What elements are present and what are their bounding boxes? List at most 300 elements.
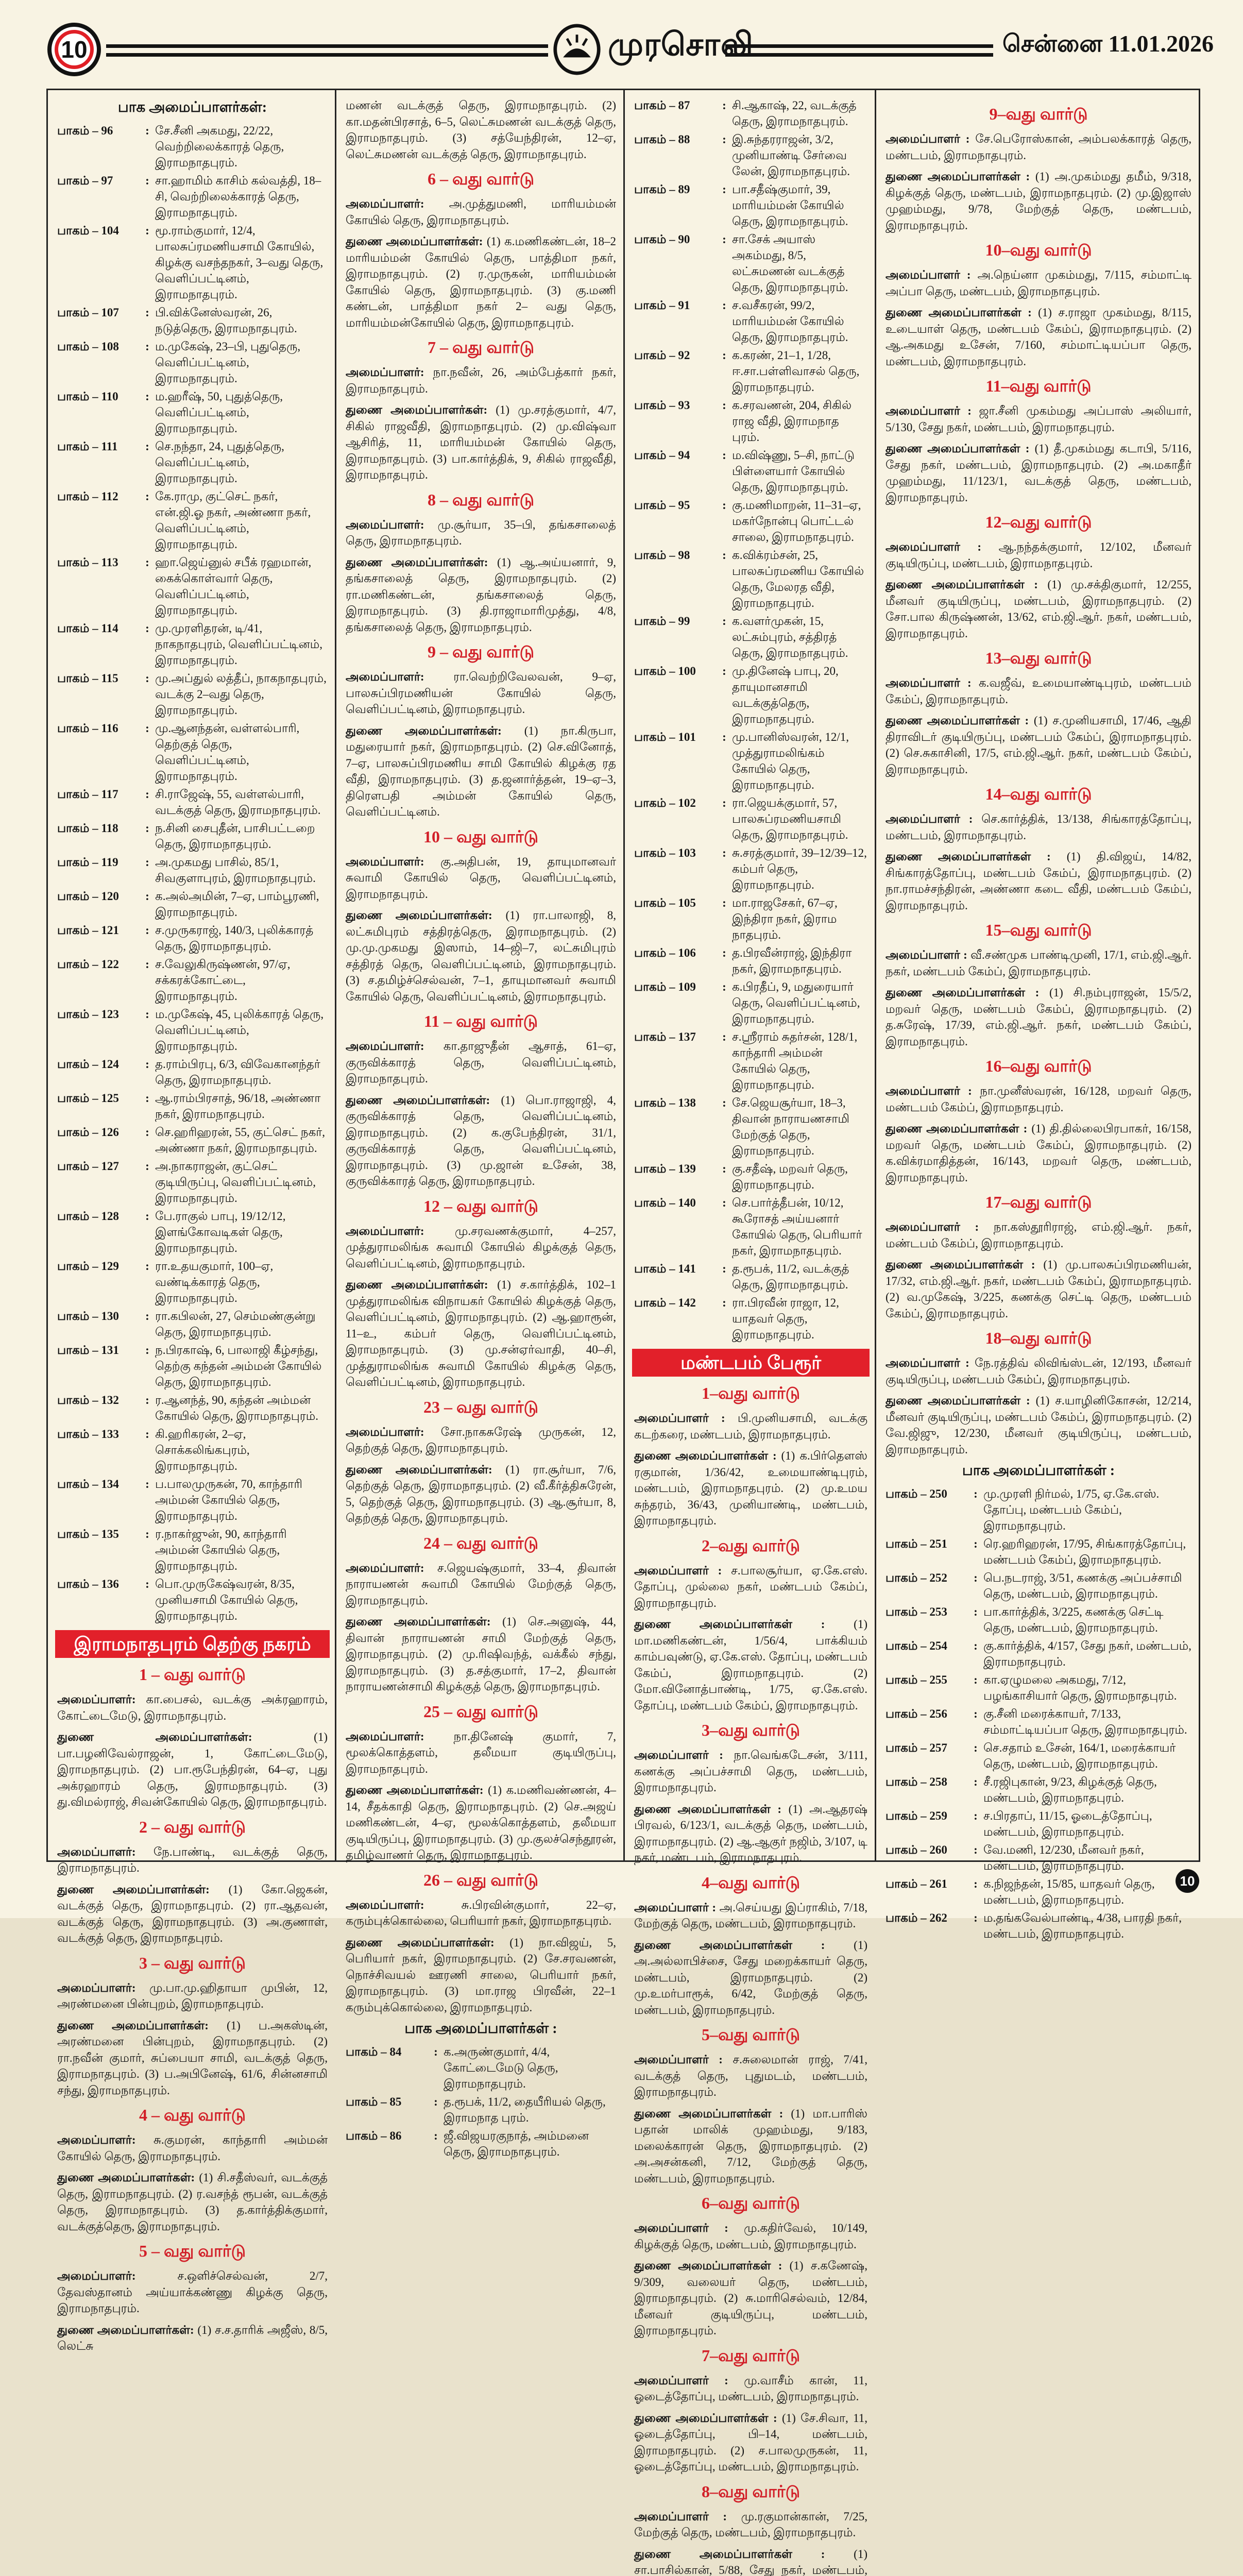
pagam-entry-text: க.வளர்முகன், 15, லட்சும்புரம், சத்திரத் தெரு, இராமநாதபுரம்.	[732, 613, 867, 661]
pagam-entry-text: செ.பார்த்தீபன், 10/12, கூரோசத் அய்யனார் கோயில் தெரு, பெரியார் நகர், இராமநாதபுரம்.	[732, 1195, 867, 1259]
pagam-entry	[57, 1476, 328, 1524]
organizer-para: அமைப்பாளர்: ரா.வெற்றிவேலவன், 9–ஏ, பாலசுப்பிரமணியன் கோயில் தெரு, வெளிப்பட்டினம், இராமநாதபுரம்.	[346, 669, 616, 718]
organizer-role-label: அமைப்பாளர் :	[886, 812, 973, 825]
pagam-entry-text: ப.பாலமுருகன், 70, காந்தாரி அம்மன் கோயில் தெரு, இராமநாதபுரம்.	[155, 1476, 328, 1524]
pagam-entry-label: பாகம் – 99	[634, 613, 717, 661]
pagam-entry-label: பாகம் – 100	[634, 663, 717, 727]
pagam-entry-label: பாகம் – 254	[886, 1638, 968, 1670]
separator-colon: :	[717, 547, 732, 611]
pagam-entry	[57, 1056, 328, 1088]
separator-colon: :	[140, 1158, 155, 1206]
pagam-entry-label: பாகம் – 120	[57, 888, 140, 920]
pagam-entry	[346, 2094, 616, 2126]
pagam-entry-text: ரா.கபிலன், 27, செம்மண்குன்று தெரு, இராமநாதபுரம்.	[155, 1308, 328, 1340]
pagam-entry-text: கு.சீனி மரைக்காயர், 7/133, சம்மாட்டியப்பா தெரு, இராமநாதபுரம்.	[983, 1706, 1191, 1738]
organizer-para: துணை அமைப்பாளர்கள் : (1) க.பிர்தௌஸ் ரகுமான், 1/36/42, உமையாண்டிபுரம், மண்டபம், இராமநாதபுரம். (2) மு.உமய சுந்தரம், 36/43, முனியாண்டி, மண்டபம், இராமநாதபுரம்.	[634, 1448, 867, 1529]
organizer-role-label: அமைப்பாளர் :	[886, 676, 972, 689]
pagam-entry-label: பாகம் – 93	[634, 397, 717, 445]
pagam-entry-text: ச.முருகராஜ், 140/3, புலிக்காரத் தெரு, இராமநாதபுரம்.	[155, 922, 328, 954]
pagam-entry	[57, 956, 328, 1004]
pagam-entry-text: த.ரூபக், 11/2, தையீரியல் தெரு, இராமநாத புரம்.	[444, 2094, 616, 2126]
pagam-entry	[634, 613, 867, 661]
ward-heading: 11 – வது வார்டு	[346, 1012, 616, 1033]
organizer-role-label: அமைப்பாளர் :	[634, 2222, 728, 2234]
separator-colon: :	[140, 1124, 155, 1156]
pagam-entry	[57, 720, 328, 784]
organizer-para: அமைப்பாளர்: கா.தாஜுதீன் ஆசாத், 61–ஏ, குருவிக்காரத் தெரு, வெளிப்பட்டினம், இராமநாதபுரம்.	[346, 1038, 616, 1087]
pagam-entry-label: பாகம் – 133	[57, 1426, 140, 1474]
organizer-para: அமைப்பாளர் : பி.முனியசாமி, வடக்கு கடற்கரை, மண்டபம், இராமநாதபுரம்.	[634, 1410, 867, 1443]
pagam-entry	[886, 1842, 1191, 1874]
organizer-role-label: துணை அமைப்பாளர்கள் :	[886, 1122, 1027, 1135]
pagam-entry-label: பாகம் – 89	[634, 181, 717, 229]
pagam-entry	[57, 1392, 328, 1424]
pagam-entry-label: பாகம் – 102	[634, 795, 717, 843]
pagam-entry	[57, 1258, 328, 1306]
pagam-entry-label: பாகம் – 137	[634, 1029, 717, 1093]
list-heading: பாக அமைப்பாளர்கள் :	[346, 2021, 616, 2039]
ward-heading: 26 – வது வார்டு	[346, 1871, 616, 1892]
organizer-para: அமைப்பாளர் : அ.நெய்னா முகம்மது, 7/115, சம்மாட்டி அப்பா தெரு, மண்டபம், இராமநாதபுரம்.	[886, 267, 1191, 299]
pagam-entry	[634, 547, 867, 611]
pagam-entry-label: பாகம் – 95	[634, 497, 717, 545]
separator-colon: :	[428, 2094, 444, 2126]
pagam-entry-text: த.பிரவீன்ராஜ், இந்திரா நகர், இராமநாதபுரம்.	[732, 945, 867, 977]
pagam-entry-text: சி.ராஜேஷ், 55, வள்ளல்பாரி, வடக்குத் தெரு, இராமநாதபுரம்.	[155, 786, 328, 818]
pagam-entry	[886, 1706, 1191, 1738]
pagam-entry	[57, 670, 328, 718]
organizer-role-label: துணை அமைப்பாளர்கள் :	[634, 1618, 825, 1631]
pagam-entry	[57, 786, 328, 818]
listings-box	[46, 89, 1200, 1862]
organizer-para: துணை அமைப்பாளர்கள் : (1) சே.சிவா, 11, ஓடைத்தோப்பு, பி–14, மண்டபம், இராமநாதபுரம். (2) ச.பாலமுருகன், 11, ஓடைத்தோப்பு, மண்டபம், இராமநாதபுரம்.	[634, 2410, 867, 2475]
organizer-para: துணை அமைப்பாளர்கள் : (1) தீ.முகம்மது கடாபி, 5/116, சேது நகர், மண்டபம், இராமநாதபுரம். (2) அ.மகாதீர் முஹம்மது, 11/123/1, வடக்குத் தெரு, மண்டபம், இராமநாதபுரம்.	[886, 440, 1191, 505]
separator-colon: :	[968, 1638, 983, 1670]
footer-page-number: 10	[1180, 1873, 1195, 1889]
pagam-entry-label: பாகம் – 107	[57, 304, 140, 336]
organizer-para: அமைப்பாளர்: மு.சூர்யா, 35–பி, தங்கசாலைத் தெரு, இராமநாதபுரம்.	[346, 517, 616, 549]
pagam-entry	[634, 347, 867, 395]
separator-colon: :	[717, 181, 732, 229]
separator-colon: :	[140, 554, 155, 618]
pagam-entry-label: பாகம் – 250	[886, 1486, 968, 1534]
pagam-entry-label: பாகம் – 257	[886, 1740, 968, 1772]
ward-heading: 17–வது வார்டு	[886, 1193, 1191, 1214]
pagam-entry	[57, 1158, 328, 1206]
organizer-role-label: அமைப்பாளர் :	[634, 2374, 728, 2387]
pagam-entry	[886, 1808, 1191, 1840]
pagam-entry-label: பாகம் – 96	[57, 123, 140, 171]
pagam-entry-text: ரா.பிரவீன் ராஜா, 12, யாதவர் தெரு, இராமநாதபுரம்.	[732, 1295, 867, 1343]
pagam-entry	[57, 1526, 328, 1574]
pagam-entry-label: பாகம் – 251	[886, 1536, 968, 1568]
pagam-entry	[886, 1672, 1191, 1704]
separator-colon: :	[968, 1910, 983, 1942]
organizer-para: துணை அமைப்பாளர்கள்: (1) மு.சரத்குமார், 4/7, சிகில் ராஜவீதி, இராமநாதபுரம். (2) மு.விஷ்வா ஆசிரித், 11, மாரியம்மன் கோயில் தெரு, இராமநாதபுரம். (3) பா.கார்த்திக், 9, சிகில் ராஜவீதி, இராமநாதபுரம்.	[346, 402, 616, 483]
column-4	[876, 90, 1199, 1860]
organizer-role-label: துணை அமைப்பாளர்கள்:	[57, 2171, 195, 2184]
organizer-para: அமைப்பாளர் : நா.வெங்கடேசன், 3/111, கணக்கு அப்பச்சாமி தெரு, மண்டபம், இராமநாதபுரம்.	[634, 1747, 867, 1796]
pagam-entry-label: பாகம் – 261	[886, 1876, 968, 1908]
pagam-entry-text: க.கரண், 21–1, 1/28, ஈ.சா.பள்ளிவாசல் தெரு, இராமநாதபுரம்.	[732, 347, 867, 395]
separator-colon: :	[968, 1672, 983, 1704]
pagam-entry-text: பெ.நடராஜ், 3/51, கணக்கு அப்பச்சாமி தெரு, மண்டபம், இராமநாதபுரம்.	[983, 1570, 1191, 1602]
separator-colon: :	[140, 1006, 155, 1054]
page-number-badge	[47, 23, 101, 76]
pagam-entry-text: கு.மணிமாறன், 11–31–ஏ, மகர்நோன்பு பொட்டல் சாலை, இராமநாதபுரம்.	[732, 497, 867, 545]
pagam-entry	[634, 845, 867, 893]
pagam-entry	[57, 123, 328, 171]
ward-heading: 25 – வது வார்டு	[346, 1702, 616, 1723]
pagam-entry-text: மு.முரளி நிர்மல், 1/75, ஏ.கே.எஸ். தோப்பு, மண்டபம் கேம்ப், இராமநாதபுரம்.	[983, 1486, 1191, 1534]
organizer-para: துணை அமைப்பாளர்கள் : (1) சி.நம்புராஜன், 15/5/2, மறவர் தெரு, மண்டபம் கேம்ப், இராமநாதபுரம். (2) த.சுரேஷ், 17/39, எம்.ஜி.ஆர். நகர், மண்டபம் கேம்ப், இராமநாதபுரம்.	[886, 985, 1191, 1049]
list-heading: பாக அமைப்பாளர்கள் :	[886, 1463, 1191, 1481]
separator-colon: :	[140, 1056, 155, 1088]
separator-colon: :	[717, 945, 732, 977]
pagam-entry	[57, 488, 328, 552]
pagam-entry-text: கே.ராமு, குட்செட் நகர், என்.ஜி.ஓ நகர், அண்ணா நகர், வெளிப்பட்டினம், இராமநாதபுரம்.	[155, 488, 328, 552]
separator-colon: :	[717, 795, 732, 843]
pagam-entry-label: பாகம் – 258	[886, 1774, 968, 1806]
pagam-entry-text: ந.சினி சைபுதீன், பாசிபட்டறை தெரு, இராமநாதபுரம்.	[155, 820, 328, 852]
pagam-entry	[634, 97, 867, 129]
organizer-role-label: அமைப்பாளர் :	[886, 1084, 972, 1097]
separator-colon: :	[968, 1706, 983, 1738]
organizer-para: அமைப்பாளர் : ஆ.நந்தக்குமார், 12/102, மீனவர் குடியிருப்பு, மண்டபம், இராமநாதபுரம்.	[886, 539, 1191, 571]
organizer-para: அமைப்பாளர் : ஜா.சீனி முகம்மது அப்பாஸ் அலியார், 5/130, சேது நகர், மண்டபம், இராமநாதபுரம்.	[886, 403, 1191, 435]
pagam-entry	[886, 1774, 1191, 1806]
organizer-para: துணை அமைப்பாளர்கள்: (1) ப.அகஸ்டின், அரண்மனை பின்புறம், இராமநாதபுரம். (2) ரா.நவீன் குமார், சுப்பையா சாமி, வடக்குத் தெரு, இராமநாதபுரம். (3) ப.அபினேஷ், 61/6, சின்னசாமி சந்து, இராமநாதபுரம்.	[57, 2018, 328, 2099]
column-3	[625, 90, 876, 1860]
organizer-para: அமைப்பாளர் : மு.வாசீம் கான், 11, ஓடைத்தோப்பு, மண்டபம், இராமநாதபுரம்.	[634, 2372, 867, 2405]
organizer-role-label: துணை அமைப்பாளர்கள்:	[346, 1463, 492, 1476]
pagam-entry	[634, 945, 867, 977]
ward-heading: 10 – வது வார்டு	[346, 827, 616, 849]
pagam-entry-label: பாகம் – 103	[634, 845, 717, 893]
organizer-role-label: அமைப்பாளர் :	[886, 948, 967, 961]
pagam-entry-text: த.ராம்பிரபு, 6/3, விவேகானந்தர் தெரு, இராமநாதபுரம்.	[155, 1056, 328, 1088]
pagam-entry-label: பாகம் – 131	[57, 1342, 140, 1390]
pagam-entry-label: பாகம் – 121	[57, 922, 140, 954]
pagam-entry-label: பாகம் – 139	[634, 1161, 717, 1193]
pagam-entry-text: சே.சீனி அகமது, 22/22, வெற்றிலைக்காரத் தெரு, இராமநாதபுரம்.	[155, 123, 328, 171]
pagam-entry	[886, 1604, 1191, 1636]
separator-colon: :	[717, 613, 732, 661]
ward-heading: 9–வது வார்டு	[886, 105, 1191, 126]
organizer-role-label: அமைப்பாளர்:	[346, 518, 424, 531]
organizer-role-label: துணை அமைப்பாளர்கள் :	[886, 986, 1039, 999]
pagam-entry-label: பாகம் – 87	[634, 97, 717, 129]
pagam-entry-label: பாகம் – 126	[57, 1124, 140, 1156]
pagam-entry-label: பாகம் – 253	[886, 1604, 968, 1636]
pagam-entry-text: ம.ஹரீஷ், 50, புதுத்தெரு, வெளிப்பட்டினம், இராமநாதபுரம்.	[155, 388, 328, 436]
organizer-para: அமைப்பாளர்: ச.ஜெயஷ்குமார், 33–4, திவான் நாராயணன் சுவாமி கோயில் மேற்குத் தெரு, இராமநாதபுரம்.	[346, 1560, 616, 1609]
organizer-role-label: அமைப்பாளர்:	[346, 1562, 424, 1574]
organizer-role-label: துணை அமைப்பாளர்கள்:	[346, 1936, 495, 1949]
organizer-para: அமைப்பாளர்: ச.ஒளிச்செல்வன், 2/7, தேவஸ்தானம் அய்யாக்கண்ணு கிழக்கு தெரு, இராமநாதபுரம்.	[57, 2268, 328, 2317]
separator-colon: :	[717, 347, 732, 395]
organizer-para: துணை அமைப்பாளர்கள்: (1) சி.சதீஸ்வர், வடக்குத் தெரு, இராமநாதபுரம். (2) ர.வசந்த் ரூபன், வடக்குத் தெரு, இராமநாதபுரம். (3) த.கார்த்திக்குமார், வடக்குத்தெரு, இராமநாதபுரம்.	[57, 2170, 328, 2234]
organizer-para: அமைப்பாளர்: அ.முத்துமணி, மாரியம்மன் கோயில் தெரு, இராமநாதபுரம்.	[346, 196, 616, 228]
organizer-role-label: துணை அமைப்பாளர்கள்:	[346, 724, 502, 737]
organizer-para: துணை அமைப்பாளர்கள் : (1) ச.கணேஷ், 9/309, வலையர் தெரு, மண்டபம், இராமநாதபுரம். (2) சு.மாரிசெல்வம், 12/84, மீனவர் குடியிருப்பு, மண்டபம், இராமநாதபுரம்.	[634, 2258, 867, 2339]
pagam-entry-label: பாகம் – 92	[634, 347, 717, 395]
organizer-para: துணை அமைப்பாளர்கள் : (1) ச.ராஜா முகம்மது, 8/115, உடையாள் தெரு, மண்டபம் கேம்ப், இராமநாதபுரம். (2) ஆ.அகமது உசேன், 7/160, சம்மாட்டியப்பா தெரு, மண்டபம், இராமநாதபுரம்.	[886, 304, 1191, 369]
pagam-entry-label: பாகம் – 104	[57, 223, 140, 302]
pagam-entry-label: பாகம் – 129	[57, 1258, 140, 1306]
organizer-role-label: அமைப்பாளர்:	[57, 2133, 136, 2146]
ward-heading: 3 – வது வார்டு	[57, 1954, 328, 1975]
ward-heading: 11–வது வார்டு	[886, 377, 1191, 398]
organizer-role-label: துணை அமைப்பாளர்கள்:	[57, 1731, 252, 1743]
pagam-entry	[57, 854, 328, 886]
ward-heading: 24 – வது வார்டு	[346, 1534, 616, 1555]
ward-heading: 18–வது வார்டு	[886, 1329, 1191, 1350]
separator-colon: :	[717, 297, 732, 345]
ward-heading: 4–வது வார்டு	[634, 1873, 867, 1894]
pagam-entry	[634, 181, 867, 229]
pagam-entry-label: பாகம் – 140	[634, 1195, 717, 1259]
pagam-entry-text: ம.விஷ்ணு, 5–சி, நாட்டு பிள்ளையார் கோயில் தெரு, இராமநாதபுரம்.	[732, 447, 867, 495]
organizer-role-label: அமைப்பாளர் :	[634, 1412, 725, 1425]
pagam-entry	[634, 979, 867, 1027]
organizer-para: அமைப்பாளர் : மு.ரகுமான்கான், 7/25, மேற்குத் தெரு, மண்டபம், இராமநாதபுரம்.	[634, 2509, 867, 2541]
organizer-para: துணை அமைப்பாளர்கள் : (1) சா.பாசில்கான், 5/88, சேது நகர், மண்டபம்,	[634, 2546, 867, 2576]
continuation-para: மணன் வடக்குத் தெரு, இராமநாதபுரம். (2) கா.மதன்பிரசாத், 6–5, லெட்சுமணன் வடக்குத் தெரு, இராமநாதபுரம். (3) சத்யேந்திரன், 12–ஏ, லெட்சுமணன் வடக்குத் தெரு, இராமநாதபுரம்.	[346, 97, 616, 162]
pagam-entry-text: ஹா.ஜெய்னுல் சபீக் ரஹமான், கைக்கொள்வார் தெரு, வெளிப்பட்டினம், இராமநாதபுரம்.	[155, 554, 328, 618]
organizer-role-label: அமைப்பாளர்:	[57, 1981, 136, 1994]
pagam-entry-label: பாகம் – 106	[634, 945, 717, 977]
pagam-entry	[634, 1195, 867, 1259]
organizer-role-label: அமைப்பாளர்:	[346, 1730, 424, 1743]
ward-heading: 9 – வது வார்டு	[346, 642, 616, 664]
separator-colon: :	[717, 1295, 732, 1343]
pagam-entry	[634, 1295, 867, 1343]
pagam-entry	[886, 1570, 1191, 1602]
organizer-para: அமைப்பாளர் : நா.கஸ்தூரிராஜ், எம்.ஜி.ஆர். நகர், மண்டபம் கேம்ப், இராமநாதபுரம்.	[886, 1219, 1191, 1251]
separator-colon: :	[717, 97, 732, 129]
pagam-entry-label: பாகம் – 262	[886, 1910, 968, 1942]
pagam-entry-label: பாகம் – 91	[634, 297, 717, 345]
ward-heading: 10–வது வார்டு	[886, 241, 1191, 262]
separator-colon: :	[140, 888, 155, 920]
organizer-para: அமைப்பாளர்: கா.பைசல், வடக்கு அக்ரஹாரம், கோட்டைமேடு, இராமநாதபுரம்.	[57, 1691, 328, 1724]
organizer-role-label: துணை அமைப்பாளர்கள்:	[346, 556, 488, 569]
separator-colon: :	[717, 397, 732, 445]
pagam-entry-label: பாகம் – 112	[57, 488, 140, 552]
ward-heading: 7 – வது வார்டு	[346, 338, 616, 359]
organizer-role-label: துணை அமைப்பாளர்கள்:	[346, 235, 483, 248]
organizer-para: துணை அமைப்பாளர்கள்: (1) ஆ.அய்யனார், 9, தங்கசாலைத் தெரு, இராமநாதபுரம். (2) ரா.மணிகண்டன், தங்கசாலைத் தெரு, இராமநாதபுரம். (3) தி.ராஜாமாரிமுத்து, 4/8, தங்கசாலைத் தெரு, இராமநாதபுரம்.	[346, 554, 616, 636]
pagam-entry-text: க.பிரதீப், 9, மதுரையார் தெரு, வெளிப்பட்டினம், இராமநாதபுரம்.	[732, 979, 867, 1027]
organizer-role-label: அமைப்பாளர்:	[346, 366, 424, 379]
pagam-entry-text: ரா.உதயகுமார், 100–ஏ, வண்டிக்காரத் தெரு, இராமநாதபுரம்.	[155, 1258, 328, 1306]
organizer-para: அமைப்பாளர்: சு.குமரன், காந்தாரி அம்மன் கோயில் தெரு, இராமநாதபுரம்.	[57, 2132, 328, 2164]
separator-colon: :	[968, 1774, 983, 1806]
separator-colon: :	[140, 820, 155, 852]
pagam-entry	[57, 820, 328, 852]
pagam-entry-label: பாகம் – 255	[886, 1672, 968, 1704]
ward-heading: 12–வது வார்டு	[886, 513, 1191, 534]
organizer-para: துணை அமைப்பாளர்கள்: (1) ரா.பாலாஜி, 8, லட்சுமிபுரம் சத்திரத்தெரு, இராமநாதபுரம். (2) மு.மு.முகமது இஸாம், 14–ஜி–7, லட்சுமிபுரம் சத்திரத் தெரு, வெளிப்பட்டினம், இராமநாதபுரம். (3) ச.தமிழ்ச்செல்வன், 7–1, தாயுமானவர் சுவாமி கோயில் தெரு, வெளிப்பட்டினம், இராமநாதபுரம்.	[346, 907, 616, 1005]
separator-colon: :	[140, 670, 155, 718]
pagam-entry-label: பாகம் – 128	[57, 1208, 140, 1256]
organizer-role-label: துணை அமைப்பாளர்கள் :	[886, 306, 1032, 319]
pagam-entry-text: வே.மணி, 12/230, மீனவர் நகர், மண்டபம், இராமநாதபுரம்.	[983, 1842, 1191, 1874]
pagam-entry-text: க.அல்அமின், 7–ஏ, பாம்பூரணி, இராமநாதபுரம்.	[155, 888, 328, 920]
organizer-para: துணை அமைப்பாளர்கள்: (1) ச.கார்த்திக், 102–1 முத்துராமலிங்க விநாயகர் கோயில் கிழக்குத் தெரு, வெளிப்பட்டினம், இராமநாதபுரம். (2) ஆ.ஹாரூன், 11–உ, கம்பர் தெரு, வெளிப்பட்டினம், இராமநாதபுரம். (3) மு.சன்ஏர்வாதி, 40–சி, முத்துராமலிங்க சுவாமி கோயில் கிழக்கு தெரு, வெளிப்பட்டினம், இராமநாதபுரம்.	[346, 1277, 616, 1391]
organizer-para: அமைப்பாளர்: சோ.நாகசுரேஷ் முருகன், 12, தெற்குத் தெரு, இராமநாதபுரம்.	[346, 1424, 616, 1456]
pagam-entry-text: சீ.ரஜிபுகான், 9/23, கிழக்குத் தெரு, மண்டபம், இராமநாதபுரம்.	[983, 1774, 1191, 1806]
organizer-para: துணை அமைப்பாளர்கள்: (1) செ.அனுஷ், 44, திவான் நாராயணன் சாமி மேற்குத் தெரு, இராமநாதபுரம். (2) மு.ரிஷிவந்த், வக்கீல் சந்து, இராமநாதபுரம். (3) த.சத்குமார், 17–2, திவான் நாராயணன்சாமி கிழக்குத் தெரு, இராமநாதபுரம்.	[346, 1614, 616, 1695]
organizer-role-label: துணை அமைப்பாளர்கள் :	[886, 442, 1029, 455]
ward-heading: 23 – வது வார்டு	[346, 1398, 616, 1419]
pagam-entry	[634, 663, 867, 727]
pagam-entry-text: கு.சதீஷ், மறவர் தெரு, இராமநாதபுரம்.	[732, 1161, 867, 1193]
organizer-role-label: அமைப்பாளர்:	[346, 197, 424, 210]
pagam-entry	[886, 1876, 1191, 1908]
pagam-entry-text: பா.கார்த்திக், 3/225, கணக்கு செட்டி தெரு, மண்டபம், இராமநாதபுரம்.	[983, 1604, 1191, 1636]
organizer-para: துணை அமைப்பாளர்கள் : (1) ச.யாழினிகோசன், 12/214, மீனவர் குடியிருப்பு, மண்டபம் கேம்ப், இராமநாதபுரம். (2) வே.ஜிஜு, 12/230, மீனவர் குடியிருப்பு, மண்டபம், இராமநாதபுரம்.	[886, 1393, 1191, 1458]
organizer-para: அமைப்பாளர் : அ.செய்யது இப்ராகிம், 7/18, மேற்குத் தெரு, மண்டபம், இராமநாதபுரம்.	[634, 1900, 867, 1932]
pagam-entry-text: க.அருண்குமார், 4/4, கோட்டைமேடு தெரு, இராமநாதபுரம்.	[444, 2044, 616, 2092]
pagam-entry-text: பொ.முருகேஷ்வரன், 8/35, முனியசாமி கோயில் தெரு, இராமநாதபுரம்.	[155, 1576, 328, 1624]
organizer-para: துணை அமைப்பாளர்கள் : (1) தி.விஜய், 14/82, சிங்காரத்தோப்பு, மண்டபம் கேம்ப், இராமநாதபுரம். (2) நா.ராமச்சந்திரன், அண்ணா கடை வீதி, மண்டபம் கேம்ப், இராமநாதபுரம்.	[886, 849, 1191, 913]
header-rule-right	[725, 44, 993, 57]
organizer-role-label: அமைப்பாளர் :	[634, 2053, 723, 2066]
organizer-role-label: அமைப்பாளர்:	[57, 1845, 136, 1858]
pagam-entry-label: பாகம் – 108	[57, 338, 140, 386]
pagam-entry-text: ந.பிரகாஷ், 6, பாலாஜி கீழ்சந்து, தெற்கு கந்தன் அம்மன் கோயில் தெரு, இராமநாதபுரம்.	[155, 1342, 328, 1390]
pagam-entry-label: பாகம் – 88	[634, 131, 717, 179]
pagam-entry-text: மூ.ராம்குமார், 12/4, பாலசுப்ரமணியசாமி கோயில், கிழக்கு வசந்தநகர், 3–வது தெரு, வெளிப்பட்டினம், இராமநாதபுரம்.	[155, 223, 328, 302]
ward-heading: 2–வது வார்டு	[634, 1536, 867, 1557]
organizer-role-label: அமைப்பாளர் :	[886, 540, 981, 553]
pagam-entry	[634, 231, 867, 295]
pagam-entry-label: பாகம் – 116	[57, 720, 140, 784]
pagam-entry	[886, 1740, 1191, 1772]
pagam-entry	[886, 1910, 1191, 1942]
pagam-entry-text: ம.முகேஷ், 23–பி, புதுதெரு, வெளிப்பட்டினம், இராமநாதபுரம்.	[155, 338, 328, 386]
pagam-entry	[57, 888, 328, 920]
separator-colon: :	[968, 1740, 983, 1772]
organizer-para: துணை அமைப்பாளர்கள்: (1) க.மணிவண்ணன், 4–14, சீதக்காதி தெரு, இராமநாதபுரம். (2) செ.அஜய் மணிகண்டன், 4–ஏ, மூலக்கொத்தளம், தலீமயா குடியிருப்பு, இராமநாதபுரம். (3) மு.குலச்செந்தூரன், தமிழ்வாணர் தெரு, இராமநாதபுரம்.	[346, 1782, 616, 1863]
pagam-entry	[57, 304, 328, 336]
organizer-para: அமைப்பாளர் : சே.பெரோஸ்கான், அம்பலக்காரத் தெரு, மண்டபம், இராமநாதபுரம்.	[886, 131, 1191, 163]
organizer-role-label: அமைப்பாளர் :	[886, 404, 972, 417]
organizer-para: அமைப்பாளர்: சு.பிரவின்குமார், 22–ஏ, கரும்புக்கொல்லை, பெரியார் நகர், இராமநாதபுரம்.	[346, 1897, 616, 1929]
pagam-entry-label: பாகம் – 85	[346, 2094, 428, 2126]
ward-heading: 16–வது வார்டு	[886, 1057, 1191, 1078]
organizer-para: அமைப்பாளர் : வீ.சண்முக பாண்டிமுனி, 17/1, எம்.ஜி.ஆர். நகர், மண்டபம் கேம்ப், இராமநாதபுரம்.	[886, 947, 1191, 979]
separator-colon: :	[717, 497, 732, 545]
ward-heading: 1 – வது வார்டு	[57, 1665, 328, 1686]
pagam-entry	[634, 1095, 867, 1159]
pagam-entry-text: ரா.ஜெயக்குமார், 57, பாலசுப்ரமணியசாமி தெரு, இராமநாதபுரம்.	[732, 795, 867, 843]
pagam-entry	[886, 1486, 1191, 1534]
pagam-entry-text: க.சரவணன், 204, சிகில் ராஜ வீதி, இராமநாத புரம்.	[732, 397, 867, 445]
pagam-entry-text: மு.ஆனந்தன், வள்ளல்பாரி, தெற்குத் தெரு, வெளிப்பட்டினம், இராமநாதபுரம்.	[155, 720, 328, 784]
organizer-role-label: துணை அமைப்பாளர்கள்:	[57, 2019, 209, 2032]
separator-colon: :	[140, 338, 155, 386]
pagam-entry	[634, 297, 867, 345]
organizer-role-label: அமைப்பாளர் :	[886, 132, 969, 145]
separator-colon: :	[717, 729, 732, 793]
separator-colon: :	[140, 388, 155, 436]
ward-heading: 5–வது வார்டு	[634, 2025, 867, 2046]
pagam-entry-text: மு.முரளிதரன், டி/41, நாகநாதபுரம், வெளிப்பட்டினம், இராமநாதபுரம்.	[155, 620, 328, 668]
organizer-role-label: துணை அமைப்பாளர்கள்:	[346, 1094, 490, 1107]
organizer-para: துணை அமைப்பாளர்கள்: (1) நா.விஜய், 5, பெரியார் நகர், இராமநாதபுரம். (2) சே.சரவணன், நொச்சிவயல் ஊரணி சாலை, பெரியார் நகர், இராமநாதபுரம். (3) மா.ராஜ பிரவீன், 22–1 கரும்புக்கொல்லை, இராமநாதபுரம்.	[346, 1935, 616, 2016]
organizer-para: அமைப்பாளர் : மு.கதிர்வேல், 10/149, கிழக்குத் தெரு, மண்டபம், இராமநாதபுரம்.	[634, 2220, 867, 2252]
pagam-entry-label: பாகம் – 86	[346, 2128, 428, 2160]
ward-heading: 14–வது வார்டு	[886, 785, 1191, 806]
pagam-entry	[57, 1090, 328, 1122]
separator-colon: :	[968, 1876, 983, 1908]
organizer-para: அமைப்பாளர் : ச.சுலைமான் ராஜ், 7/41, வடக்குத் தெரு, புதுமடம், மண்டபம், இராமநாதபுரம்.	[634, 2052, 867, 2100]
separator-colon: :	[140, 620, 155, 668]
organizer-para: அமைப்பாளர் : நே.ரத்திவ் லிவிங்ஸ்டன், 12/193, மீனவர் குடியிருப்பு, மண்டபம் கேம்ப், இராமநாதபுரம்.	[886, 1355, 1191, 1387]
column-1	[48, 90, 336, 1860]
organizer-para: துணை அமைப்பாளர்கள்: (1) நா.கிருபா, மதுரையார் நகர், இராமநாதபுரம். (2) செ.வினோத், 7–ஏ, பாலசுப்பிரமணிய சாமி கோயில் கிழக்கு ரத வீதி, இராமநாதபுரம். (3) த.ஜனார்த்தன், 19–ஏ–3, திரௌபதி அம்மன் கோயில் தெரு, வெளிப்பட்டினம்.	[346, 723, 616, 820]
organizer-para: அமைப்பாளர் : நா.முனீஸ்வரன், 16/128, மறவர் தெரு, மண்டபம் கேம்ப், இராமநாதபுரம்.	[886, 1083, 1191, 1115]
pagam-entry-text: சே.ஜெயசூர்யா, 18–3, திவான் நாராயணசாமி மேற்குத் தெரு, இராமநாதபுரம்.	[732, 1095, 867, 1159]
organizer-role-label: துணை அமைப்பாளர்கள்:	[346, 403, 487, 416]
organizer-role-label: துணை அமைப்பாளர்கள்:	[346, 1615, 491, 1628]
organizer-para: அமைப்பாளர் : செ.கார்த்திக், 13/138, சிங்காரத்தோப்பு, மண்டபம், இராமநாதபுரம்.	[886, 811, 1191, 843]
pagam-entry-text: செ.நந்தா, 24, புதுத்தெரு, வெளிப்பட்டினம், இராமநாதபுரம்.	[155, 438, 328, 486]
organizer-role-label: துணை அமைப்பாளர்கள் :	[886, 1394, 1030, 1407]
pagam-entry-label: பாகம் – 252	[886, 1570, 968, 1602]
pagam-entry-label: பாகம் – 118	[57, 820, 140, 852]
ward-heading: 4 – வது வார்டு	[57, 2106, 328, 2127]
separator-colon: :	[140, 1258, 155, 1306]
organizer-para: அமைப்பாளர்: நே.பாண்டி, வடக்குத் தெரு, இராமநாதபுரம்.	[57, 1844, 328, 1876]
pagam-entry-label: பாகம் – 123	[57, 1006, 140, 1054]
organizer-role-label: துணை அமைப்பாளர்கள் :	[634, 2259, 782, 2272]
organizer-role-label: அமைப்பாளர் :	[886, 268, 970, 281]
pagam-entry-label: பாகம் – 138	[634, 1095, 717, 1159]
pagam-entry-label: பாகம் – 130	[57, 1308, 140, 1340]
pagam-entry	[57, 1308, 328, 1340]
separator-colon: :	[717, 1029, 732, 1093]
pagam-entry	[57, 1208, 328, 1256]
ward-heading: 2 – வது வார்டு	[57, 1818, 328, 1839]
separator-colon: :	[140, 720, 155, 784]
pagam-entry-label: பாகம் – 114	[57, 620, 140, 668]
pagam-entry-text: ம.தங்கவேல்பாண்டி, 4/38, பாரதி நகர், மண்டபம், இராமநாதபுரம்.	[983, 1910, 1191, 1942]
pagam-entry-label: பாகம் – 115	[57, 670, 140, 718]
pagam-entry-label: பாகம் – 136	[57, 1576, 140, 1624]
separator-colon: :	[968, 1486, 983, 1534]
separator-colon: :	[717, 895, 732, 943]
pagam-entry-text: அ.முகமது பாசில், 85/1, சிவகுளாபுரம், இராமநாதபுரம்.	[155, 854, 328, 886]
pagam-entry-label: பாகம் – 117	[57, 786, 140, 818]
pagam-entry-text: ச.வேலுகிருஷ்ணன், 97/ஏ, சக்கரக்கோட்டை, இராமநாதபுரம்.	[155, 956, 328, 1004]
organizer-para: துணை அமைப்பாளர்கள் : (1) ச.முனியசாமி, 17/46, ஆதி திராவிடர் குடியிருப்பு, மண்டபம் கேம்ப், இராமநாதபுரம். (2) செ.சுகாசினி, 17/5, எம்.ஜி.ஆர். நகர், மண்டபம் கேம்ப், இராமநாதபுரம்.	[886, 713, 1191, 777]
pagam-entry	[886, 1536, 1191, 1568]
organizer-para: துணை அமைப்பாளர்கள்: (1) கோ.ஜெகன், வடக்குத் தெரு, இராமநாதபுரம். (2) ரா.ஆதவன், வடக்குத் தெரு, இராமநாதபுரம். (3) அ.குணாள், வடக்குத் தெரு, இராமநாதபுரம்.	[57, 1882, 328, 1946]
organizer-role-label: துணை அமைப்பாளர்கள் :	[634, 1803, 781, 1816]
pagam-entry-text: ர.ஆனந்த், 90, கந்தன் அம்மன் கோயில் தெரு, இராமநாதபுரம்.	[155, 1392, 328, 1424]
separator-colon: :	[717, 1195, 732, 1259]
separator-colon: :	[140, 304, 155, 336]
pagam-entry	[346, 2128, 616, 2160]
organizer-role-label: துணை அமைப்பாளர்கள் :	[886, 578, 1038, 591]
ward-heading: 8–வது வார்டு	[634, 2482, 867, 2503]
separator-colon: :	[968, 1570, 983, 1602]
organizer-para: துணை அமைப்பாளர்கள் : (1) அ.அல்லாபிச்சை, சேது மறைக்காயர் தெரு, மண்டபம், இராமநாதபுரம். (2) மு.உமர்பாரூக், 6/42, மேற்குத் தெரு, மண்டபம், இராமநாதபுரம்.	[634, 1937, 867, 2019]
